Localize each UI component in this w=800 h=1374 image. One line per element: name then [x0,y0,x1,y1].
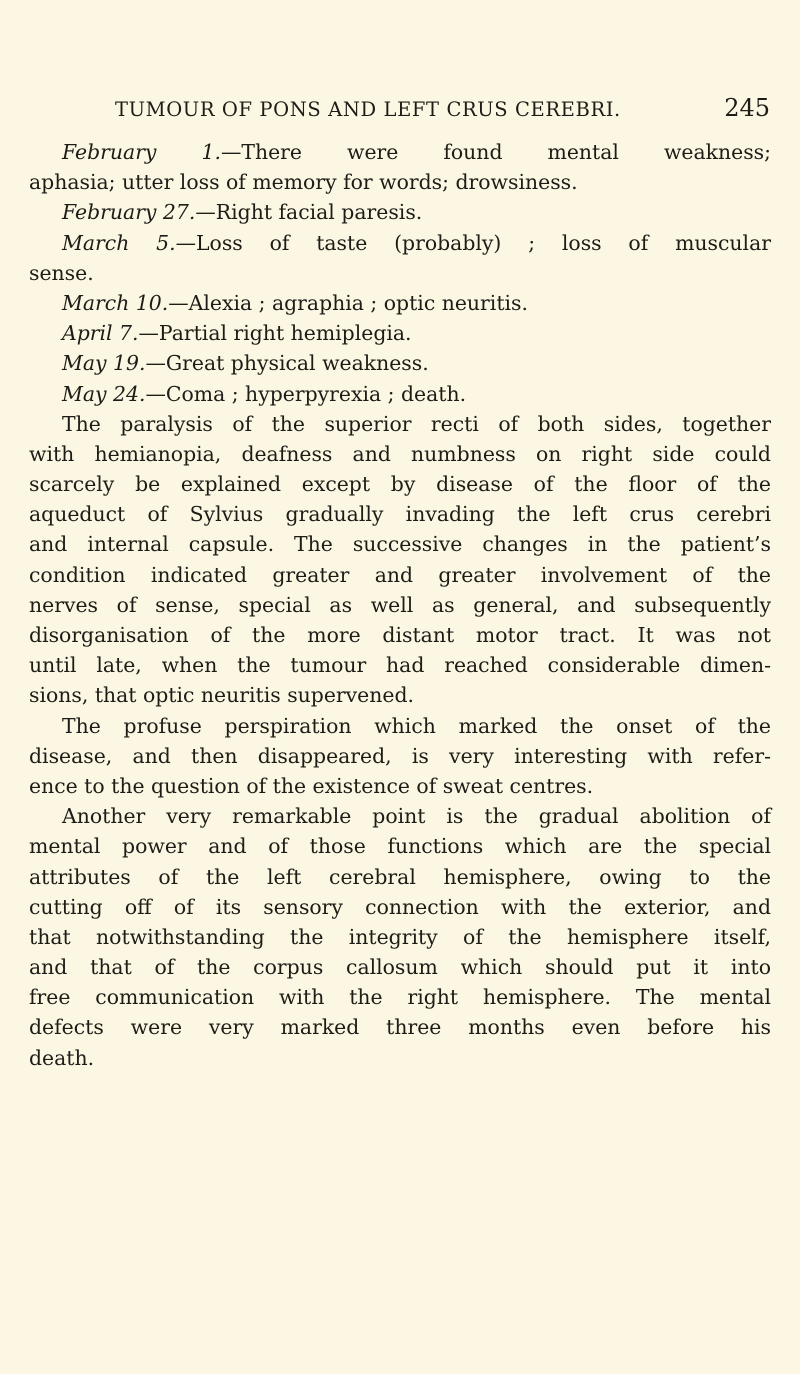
line-text: Another very remarkable point is the gradual abolition of [62,804,771,829]
entry-date: May 24. [62,381,146,406]
text-line [29,831,771,861]
line-text: disorganisation of the more distant motor tract. It was not [29,623,771,647]
text-line [29,801,771,831]
text-line [29,318,771,348]
line-text: and that of the corpus callosum which should put it into [29,955,771,980]
line-text: —Right facial paresis. [195,200,423,225]
line-text: disease, and then disappeared, is very interesting with refer- [29,743,771,768]
text-line [29,499,771,529]
text-line [29,469,771,499]
text-line [29,228,771,258]
line-text: until late, when the tumour had reached considerable dimen- [29,653,771,678]
text-line [29,409,771,439]
text-line [29,741,771,771]
line-text: ence to the question of the existence of sweat centres. [29,773,594,798]
entry-date: May 19. [62,351,146,376]
entry-date: March 5. [62,230,176,255]
text-line [29,952,771,982]
line-text: mental power and of those functions which are the special [29,834,771,859]
text-line [29,1012,771,1042]
text-line [29,560,771,590]
entry-date: April 7. [62,321,139,346]
line-text: free communication with the right hemisphere. The mental [29,985,771,1010]
line-text: —Great physical weakness. [145,351,429,376]
line-text: sions, that optic neuritis supervened. [29,683,414,708]
text-line [29,590,771,620]
text-line [29,439,771,469]
line-text: cutting off of its sensory connection with the exterior, and [29,894,771,919]
line-text: aqueduct of Sylvius gradually invading the left crus cerebri [29,502,771,527]
text-line [29,862,771,892]
line-text: attributes of the left cerebral hemisphere, owing to the [29,864,771,889]
line-text: condition indicated greater and greater involvement of the [29,562,771,587]
line-text: and internal capsule. The successive changes in the patient’s [29,532,771,557]
text-line [29,680,771,710]
entry-date: February 1. [62,140,221,164]
text-line [29,258,771,288]
line-text: —There were found mental weakness; [220,140,771,164]
text-line [29,379,771,409]
line-text: —Partial right hemiplegia. [138,321,412,346]
text-line [29,1043,771,1073]
text-line [29,650,771,680]
text-line [29,922,771,952]
text-line [29,892,771,922]
line-text: sense. [29,260,94,285]
line-text: —Coma ; hyperpyrexia ; death. [145,381,467,406]
text-line [29,288,771,318]
text-line [29,529,771,559]
line-text: —Loss of taste (probably) ; loss of muscular [175,230,771,255]
line-text: nerves of sense, special as well as general, and subsequently [29,592,771,617]
text-line [29,982,771,1012]
page-number: 245 [724,94,770,122]
running-title: TUMOUR OF PONS AND LEFT CRUS CEREBRI. [115,98,621,121]
line-text: that notwithstanding the integrity of the hemisphere itself, [29,924,771,949]
line-text: The paralysis of the superior recti of both sides, together [62,411,771,436]
body-text [29,137,771,1073]
line-text: with hemianopia, deafness and numbness on right side could [29,441,771,466]
line-text: scarcely be explained except by disease of the floor of the [29,472,771,497]
text-line [29,137,771,167]
running-head [115,94,770,128]
line-text: The profuse perspiration which marked the onset of the [62,713,771,738]
entry-date: March 10. [62,290,169,315]
line-text: defects were very marked three months even before his [29,1015,771,1040]
text-line [29,711,771,741]
text-line [29,620,771,650]
text-line [29,167,771,197]
text-line [29,771,771,801]
text-line [29,197,771,227]
entry-date: February 27. [62,200,196,225]
line-text: —Alexia ; agraphia ; optic neuritis. [168,290,528,315]
text-line [29,348,771,378]
line-text: aphasia; utter loss of memory for words; drowsiness. [29,170,578,195]
line-text: death. [29,1045,95,1070]
